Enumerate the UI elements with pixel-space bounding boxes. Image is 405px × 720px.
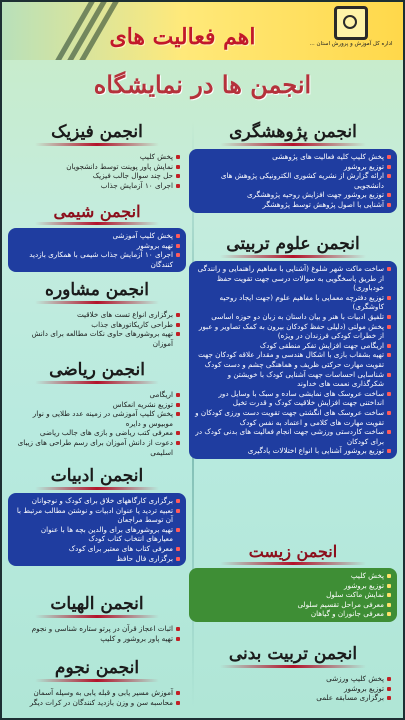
section-counseling (8, 280, 186, 351)
list-item: معرفی کتاب های معتبر برای کودک (14, 544, 180, 554)
list-item: اجرای ۱۰ آزمایش جذاب (14, 181, 180, 191)
list-item: شناسایی احساسات جهت آشنایی کودک با خویشتن و شکرگذاری نعمت های خداوند (195, 370, 391, 389)
list-item: پخش کلیپ ورزشی (195, 674, 391, 684)
list-item: اریگامی جهت افزایش تفکر منطقی کودک (195, 341, 391, 351)
section-biology (189, 542, 397, 622)
section-box (189, 568, 397, 622)
section-literature (8, 466, 186, 566)
section-title: انجمن علوم تربیتی (226, 234, 360, 254)
title-underline (35, 679, 160, 682)
list-item: معرفی مراحل تقسیم سلولی (195, 600, 391, 610)
list-item: ساخت کاردستی ورزشی جهت انجام فعالیت های بدنی کودک در برای کودکان (195, 427, 391, 446)
section-box (8, 149, 186, 193)
list-item: طراحی کاریکاتورهای جذاب (14, 320, 180, 330)
section-box (189, 149, 397, 213)
section-box (8, 228, 186, 272)
right-column (189, 114, 397, 712)
list-item: برگزاری انواع تست های خلاقیت (14, 310, 180, 320)
section-box (8, 493, 186, 566)
list-item: اثبات اعجاز قرآن در پرتو ستاره شناسی و نجوم (14, 624, 180, 634)
list-item: پخش کلیپ (14, 152, 180, 162)
section-box (8, 621, 186, 646)
poster-title-line2: انجمن ها در نمایشگاه (93, 70, 312, 99)
list-item: معرفی کتب ریاضی و بازی های جالب ریاضی (14, 428, 180, 438)
list-item: تهیه بروشورهای حاوی نکات مطالعه برای دانش آموزان (14, 329, 180, 348)
list-item: توزیع بروشور (195, 684, 391, 694)
list-item: اریگامی (14, 390, 180, 400)
list-item: تهیه بروشورهای برای والدین بچه ها با عنوان معیارهای انتخاب کتاب کودک (14, 525, 180, 544)
poster (2, 2, 403, 718)
section-physics (8, 122, 186, 193)
section-title: انجمن پژوهشگری (229, 122, 357, 142)
title-underline (35, 301, 160, 304)
section-title: انجمن ادبیات (50, 466, 144, 486)
list-item: تهیه بشقاب بازی با اشکال هندسی و مقدار علاقه کودکان جهت تقویت مهارت حرکتی ظریف و هماهنگی چشم و دست کودک (195, 350, 391, 369)
list-item: برگزاری مسابقه علمی (195, 693, 391, 703)
section-title: انجمن شیمی (53, 202, 141, 221)
section-educational-sciences (189, 234, 397, 459)
list-item: اجرای ۱۰ آزمایش جذاب شیمی با همکاری بازدید کنندگان (14, 250, 180, 269)
list-item: نمایش ماکت سلول (195, 590, 391, 600)
section-theology (8, 594, 186, 646)
left-column (8, 114, 186, 712)
section-research (189, 122, 397, 213)
section-box (189, 671, 397, 706)
list-item: آشنایی با اصول پژوهش توسط پژوهشگر (195, 200, 391, 210)
list-item: نمایش پاور پوینت توسط دانشجویان (14, 162, 180, 172)
section-chemistry (8, 202, 186, 272)
section-astronomy (8, 658, 186, 710)
section-title: انجمن فیزیک (51, 122, 143, 142)
list-item: تلفیق ادبیات با هنر و بیان داستان به زبان دو حوزه اساسی (195, 312, 391, 322)
list-item: تهیه پاور بروشور و کلیپ (14, 634, 180, 644)
list-item: توزیع بروشور آشنایی با انواع اختلالات یادگیری (195, 446, 391, 456)
list-item: پخش کلیپ کلیه فعالیت های پژوهشی (195, 152, 391, 162)
section-title: انجمن نجوم (54, 658, 140, 678)
section-title: انجمن ریاضی (49, 360, 145, 380)
list-item: معرفی جانوران و گیاهان (195, 609, 391, 619)
list-item: آموزش مسیر یابی و قبله یابی به وسیله آسمان (14, 688, 180, 698)
title-underline (35, 143, 160, 146)
logo-caption: اداره کل آموزش و پرورش استان ... (309, 41, 393, 47)
title-underline (35, 615, 160, 618)
list-item: دعوت از دانش آموزان برای رسم طراحی های زیبای اسلیمی (14, 438, 180, 457)
list-item: پخش کلیپ آموزشی در زمینه عدد طلایی و نوار موبیوس و دایره (14, 409, 180, 428)
list-item: پخش کلیپ آموزشی (14, 231, 180, 241)
list-item: ساخت ماکت شهر شلوغ (آشنایی با مفاهیم راهنمایی و رانندگی از طریق پاسخگویی به سوالات درسی جهت تقویت حفظ خودباوری) (195, 264, 391, 293)
title-underline (220, 562, 366, 565)
list-item: پخش کلیپ (195, 571, 391, 581)
section-mathematics (8, 360, 186, 460)
list-item: برگزاری کارگاههای خلاق برای کودک و نوجوانان (14, 496, 180, 506)
list-item: تعبیه تردید یا عنوان ادبیات و نوشتن مطالب مرتبط با آن توسط مراجعان (14, 506, 180, 525)
section-physical-education (189, 644, 397, 706)
title-underline (220, 255, 366, 258)
list-item: توزیع نشریه انعکاس (14, 400, 180, 410)
list-item: توزیع دفترچه معمایی با مفاهیم علوم (جهت ایجاد روحیه کاوشگری) (195, 293, 391, 312)
list-item: محاسبه سن و وزن بازدید کنندگان در کرات دیگر (14, 698, 180, 708)
section-box (8, 387, 186, 460)
title-underline (35, 487, 160, 490)
list-item: تهیه بروشور (14, 241, 180, 251)
section-title: انجمن مشاوره (45, 280, 149, 300)
section-title: انجمن زیست (248, 542, 338, 561)
section-box (8, 307, 186, 351)
list-item: ساخت عروسک های نمایشی ساده و سبک با وسایل دور انداختنی جهت افزایش خلاقیت کودک و قدرت تخیل (195, 389, 391, 408)
section-box (189, 261, 397, 459)
list-item: پخش مولتی (دلیلی حفظ کودکان بیرون به کمک تصاویر و عبور از خطرات کودکی فرزندان در ویژه) (195, 322, 391, 341)
list-item: ارائه گزارش از نشریه کشوری الکترونیکی پژوهش های دانشجویی (195, 171, 391, 190)
list-item: حل چند سوال جالب فیزیک (14, 171, 180, 181)
title-underline (35, 381, 160, 384)
list-item: برگزاری فال حافظ (14, 554, 180, 564)
poster-title-line1: اهم فعالیت های (109, 24, 256, 50)
list-item: توزیع بروشور (195, 581, 391, 591)
title-underline (35, 222, 160, 225)
list-item: توزیع بروشور جهت افزایش روحیه پژوهشگری (195, 190, 391, 200)
list-item: ساخت عروسک های انگشتی جهت تقویت دست ورزی کودکان و تقویت مهارت های کلامی و اعتماد به نفس کودک (195, 408, 391, 427)
section-box (8, 685, 186, 710)
section-title: انجمن تربیت بدنی (228, 644, 358, 664)
list-item: توزیع بروشور (195, 162, 391, 172)
logo-emblem-icon (334, 6, 368, 40)
section-title: انجمن الهیات (50, 594, 144, 614)
title-underline (220, 665, 366, 668)
title-underline (220, 143, 366, 146)
